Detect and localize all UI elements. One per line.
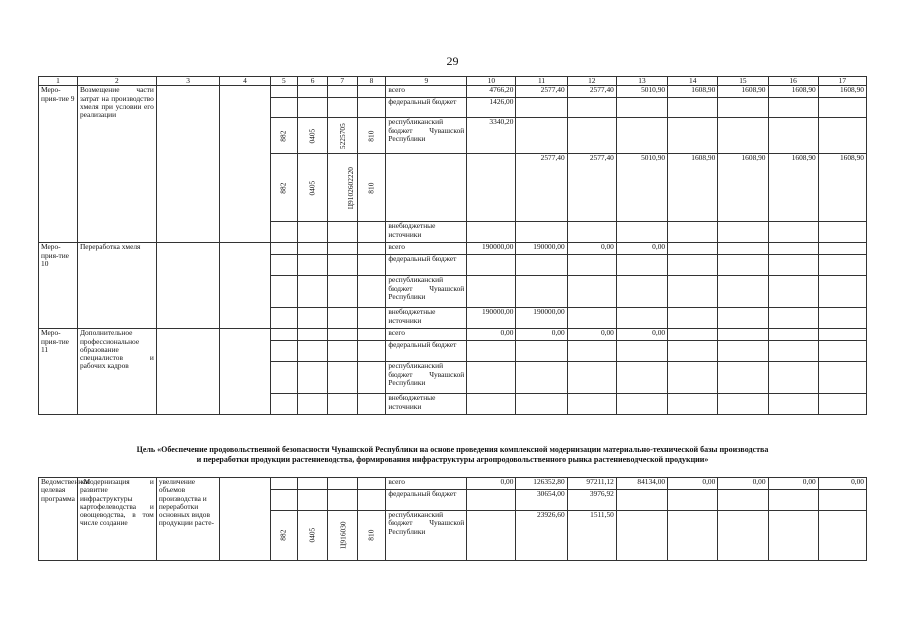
column-number: 11 — [516, 77, 567, 86]
table-cell: 0,00 — [818, 478, 866, 490]
measure-10-label: Меро-прия-тие 10 — [39, 243, 78, 329]
table-cell: 0,00 — [718, 478, 768, 490]
table-cell: 30654,00 — [516, 490, 567, 511]
column-number: 8 — [357, 77, 386, 86]
source-label: всего — [386, 86, 467, 98]
source-label: всего — [386, 243, 467, 255]
source-label: внебюджетные источники — [386, 394, 467, 415]
source-label: всего — [386, 478, 467, 490]
table-cell: 190000,00 — [467, 308, 516, 329]
table-cell: 0,00 — [768, 478, 818, 490]
program-label: Ведомственная целевая программа — [39, 478, 78, 561]
table-cell: 0,00 — [616, 329, 667, 341]
table-cell: 84134,00 — [616, 478, 667, 490]
table-cell: 5010,90 — [616, 86, 667, 98]
table-cell: 190000,00 — [467, 243, 516, 255]
vr-code: 810 — [366, 529, 376, 542]
table-cell: 0,00 — [668, 478, 718, 490]
source-label: республиканский бюджет Чувашской Республики — [386, 118, 467, 154]
grbs-code: 882 — [278, 182, 288, 194]
table-cell: 3976,92 — [567, 490, 616, 511]
program-indicator: увеличение объемов производства и переработки основных видов продукции расте- — [156, 478, 220, 561]
table-cell: 126352,80 — [516, 478, 567, 490]
grbs-code: 882 — [278, 529, 288, 542]
source-label: республиканский бюджет Чувашской Республики — [386, 276, 467, 308]
table-cell: 2577,40 — [516, 154, 567, 222]
rzpr-code: 0405 — [307, 528, 317, 543]
goal-line-1: Цель «Обеспечение продовольственной безопасности Чувашской Республики на основе проведения комплексной модернизации материально-технической базы производства — [136, 445, 769, 454]
grbs-code: 882 — [278, 130, 288, 142]
source-label: республиканский бюджет Чувашской Республики — [386, 511, 467, 561]
source-label: федеральный бюджет — [386, 255, 467, 276]
table-cell: 2577,40 — [516, 86, 567, 98]
table-cell: 190000,00 — [516, 243, 567, 255]
measure-9-label: Меро-прия-тие 9 — [39, 86, 78, 243]
page-number: 29 — [446, 54, 459, 68]
rzpr-code: 0405 — [307, 180, 317, 196]
column-number: 14 — [668, 77, 718, 86]
table-cell: 3340,20 — [467, 118, 516, 154]
column-number: 12 — [567, 77, 616, 86]
table-cell: 0,00 — [567, 243, 616, 255]
program-table — [38, 477, 867, 561]
column-number: 17 — [818, 77, 866, 86]
table-cell: 97211,12 — [567, 478, 616, 490]
measure-9-name: Возмещение части затрат на производство хмеля при условии его реализации — [77, 86, 156, 243]
vr-code: 810 — [366, 182, 376, 194]
table-cell: 5010,90 — [616, 154, 667, 222]
table-cell: 0,00 — [467, 478, 516, 490]
measure-11-label: Меро-прия-тие 11 — [39, 329, 78, 415]
csr-code: Ц916030 — [338, 521, 348, 550]
goal-heading — [40, 445, 865, 466]
column-number: 3 — [156, 77, 220, 86]
column-number: 1 — [39, 77, 78, 86]
source-label: федеральный бюджет — [386, 341, 467, 362]
table-cell: 2577,40 — [567, 86, 616, 98]
table-cell: 1608,90 — [768, 86, 818, 98]
column-number: 16 — [768, 77, 818, 86]
table-cell: 0,00 — [516, 329, 567, 341]
rzpr-code: 0405 — [307, 128, 317, 144]
column-number: 7 — [327, 77, 357, 86]
source-label: федеральный бюджет — [386, 490, 467, 511]
vr-code: 810 — [366, 130, 376, 142]
measure-10-name: Переработка хмеля — [77, 243, 156, 329]
table-cell: 1608,90 — [818, 154, 866, 222]
column-number: 5 — [270, 77, 298, 86]
table-cell: 4766,20 — [467, 86, 516, 98]
column-number: 6 — [298, 77, 328, 86]
table-cell: 23926,60 — [516, 511, 567, 561]
table-cell: 1426,00 — [467, 98, 516, 118]
source-label: внебюджетные источники — [386, 222, 467, 243]
measure-11-name: Дополнительное профессиональное образование специалистов и рабочих кадров — [77, 329, 156, 415]
table-cell: 1608,90 — [818, 86, 866, 98]
csr-code: Ц9102602220 — [345, 166, 355, 209]
table-cell: 0,00 — [467, 329, 516, 341]
budget-table — [38, 76, 867, 415]
source-label: республиканский бюджет Чувашской Республики — [386, 362, 467, 394]
table-cell: 1511,50 — [567, 511, 616, 561]
csr-code: 5225705 — [337, 122, 347, 149]
goal-line-2: и переработки продукции растениеводства, формирования инфраструктуры агропродовольственного рынка растениеводческой продукции» — [196, 455, 709, 465]
table-cell: 1608,90 — [718, 154, 768, 222]
table-cell: 2577,40 — [567, 154, 616, 222]
source-label: всего — [386, 329, 467, 341]
table-cell: 1608,90 — [668, 154, 718, 222]
table-cell: 1608,90 — [668, 86, 718, 98]
column-number: 2 — [77, 77, 156, 86]
column-number: 10 — [467, 77, 516, 86]
table-cell: 1608,90 — [768, 154, 818, 222]
table-cell: 190000,00 — [516, 308, 567, 329]
program-name: «Модернизация и развитие инфраструктуры картофелеводства и овощеводства, в том числе создание — [77, 478, 156, 561]
source-label: федеральный бюджет — [386, 98, 467, 118]
source-label: внебюджетные источники — [386, 308, 467, 329]
table-cell: 0,00 — [567, 329, 616, 341]
table-cell: 1608,90 — [718, 86, 768, 98]
column-number: 13 — [616, 77, 667, 86]
column-number: 4 — [220, 77, 270, 86]
column-number: 15 — [718, 77, 768, 86]
column-number: 9 — [386, 77, 467, 86]
table-cell: 0,00 — [616, 243, 667, 255]
